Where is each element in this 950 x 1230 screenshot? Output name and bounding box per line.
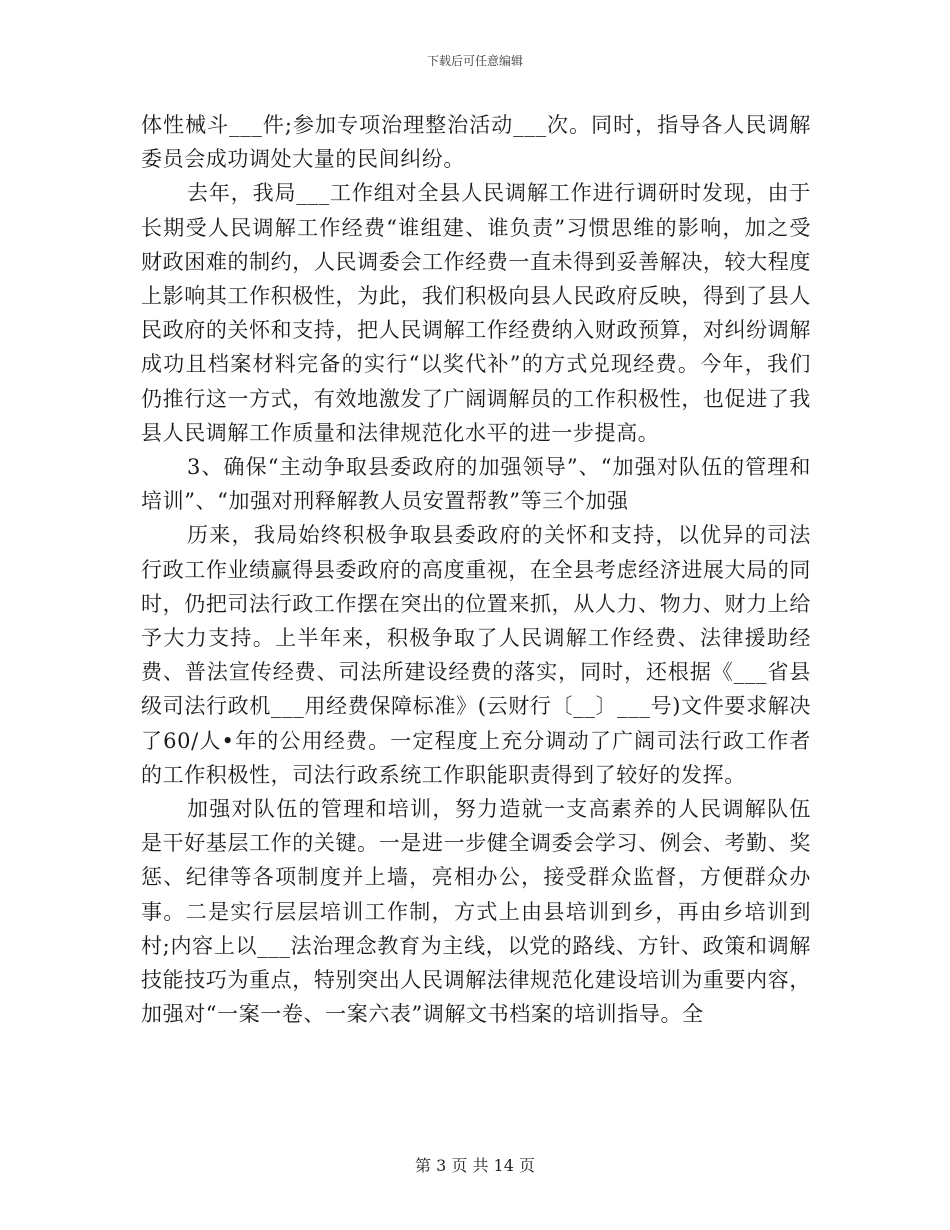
document-body [141,108,811,1031]
paragraph-leadership-support: 历来，我局始终积极争取县委政府的关怀和支持，以优异的司法行政工作业绩赢得县委政府的高度重视，在全县考虑经济进展大局的同时，仍把司法行政工作摆在突出的位置来抓，从人力、物力、财力上给予大力支持。上半年来，积极争取了人民调解工作经费、法律援助经费、普法宣传经费、司法所建设经费的落实，同时，还根据《___省县级司法行政机___用经费保障标准》(云财行〔__〕___号)文件要求解决了60/人•年的公用经费。一定程度上充分调动了广阔司法行政工作者的工作积极性，司法行政系统工作职能职责得到了较好的发挥。 [141,523,811,787]
paragraph-continuation: 体性械斗___件;参加专项治理整治活动___次。同时，指导各人民调解委员会成功调处大量的民间纠纷。 [141,113,811,172]
section-heading-three-strengthenings: 3、确保“主动争取县委政府的加强领导”、“加强对队伍的管理和培训”、“加强对刑释解教人员安置帮教”等三个加强 [141,455,811,514]
page-header: 下载后可任意编辑 [426,54,523,68]
paragraph-team-training: 加强对队伍的管理和培训，努力造就一支高素养的人民调解队伍是干好基层工作的关键。一是进一步健全调委会学习、例会、考勤、奖惩、纪律等各项制度并上墙，亮相办公，接受群众监督，方便群众办事。二是实行层层培训工作制，方式上由县培训到乡，再由乡培训到村;内容上以___法治理念教育为主线，以党的路线、方针、政策和调解技能技巧为重点，特别突出人民调解法律规范化建设培训为重要内容，加强对“一案一卷、一案六表”调解文书档案的培训指导。全 [141,797,811,1027]
page-number: 第 3 页 共 14 页 [415,1156,535,1175]
paragraph-funding: 去年，我局___工作组对全县人民调解工作进行调研时发现，由于长期受人民调解工作经费“谁组建、谁负责”习惯思维的影响，加之受财政困难的制约，人民调委会工作经费一直未得到妥善解决，较大程度上影响其工作积极性，为此，我们积极向县人民政府反映，得到了县人民政府的关怀和支持，把人民调解工作经费纳入财政预算，对纠纷调解成功且档案材料完备的实行“以奖代补”的方式兑现经费。今年，我们仍推行这一方式，有效地激发了广阔调解员的工作积极性，也促进了我县人民调解工作质量和法律规范化水平的进一步提高。 [141,181,811,445]
